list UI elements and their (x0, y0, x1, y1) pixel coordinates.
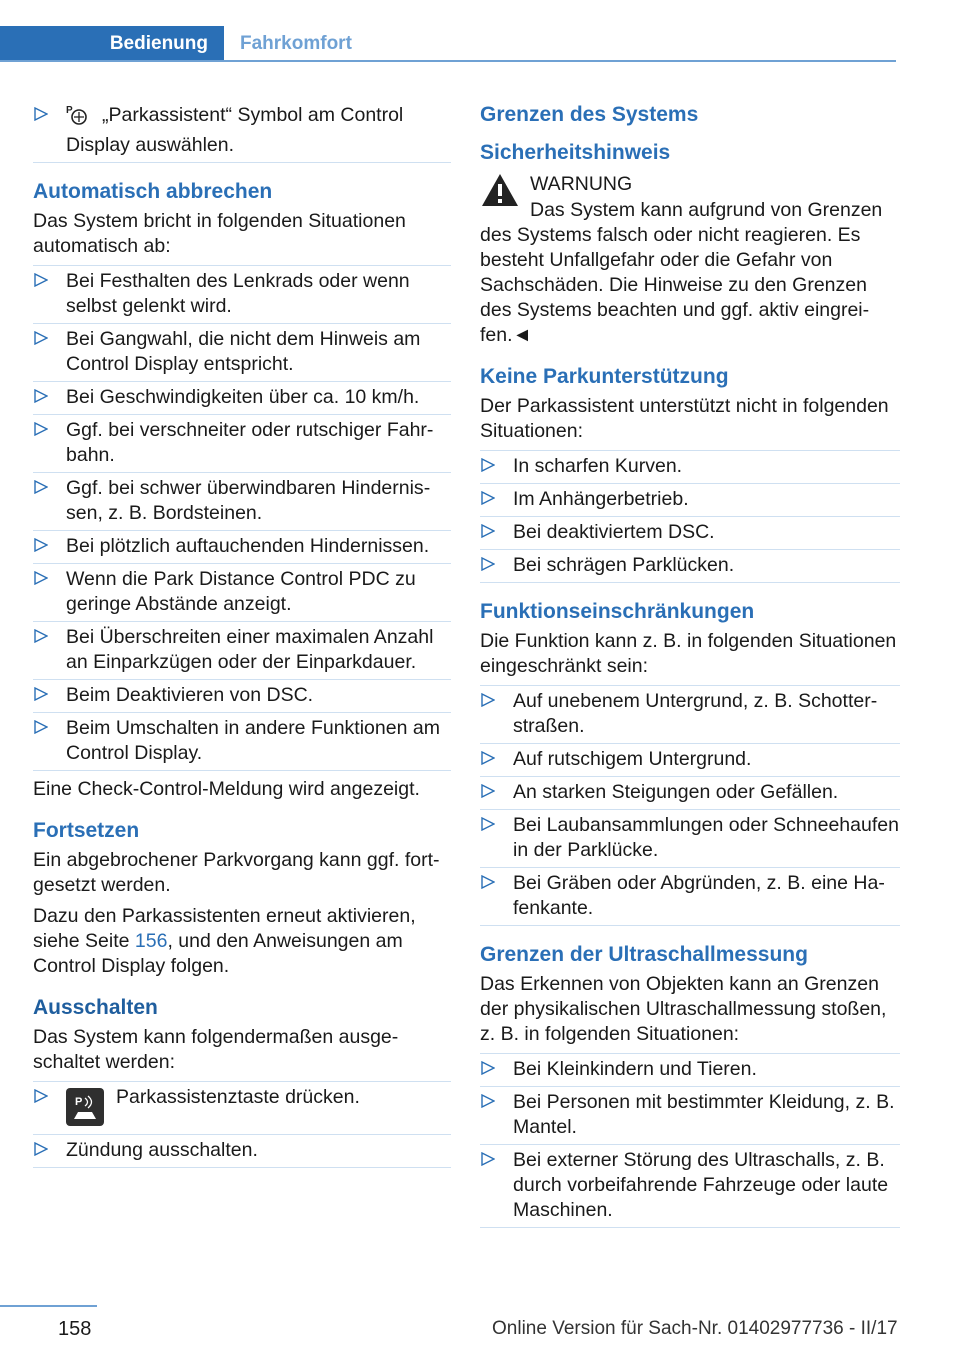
parkunterstuetzung-list (480, 450, 900, 583)
ausschalten-list (33, 1081, 451, 1168)
triangle-bullet-icon (481, 875, 495, 889)
paragraph: Das System bricht in folgenden Situationen automatisch ab: (33, 210, 406, 257)
triangle-bullet-icon (481, 1152, 495, 1166)
triangle-bullet-icon (34, 422, 48, 436)
header-divider (0, 60, 896, 62)
paragraph: Ein abgebrochener Parkvorgang kann ggf. fortgesetzt werden. (33, 849, 440, 896)
section-title-ultraschallmessung: Grenzen der Ultraschallmessung (480, 943, 808, 966)
triangle-bullet-icon (481, 458, 495, 472)
einschraenkungen-list (480, 685, 900, 926)
list-item: In scharfen Kurven. (480, 450, 900, 484)
list-item: Bei deaktiviertem DSC. (480, 517, 900, 550)
page-section-title: Grenzen des Systems (480, 103, 699, 126)
right-column (480, 100, 900, 1228)
footer-online-version: Online Version für Sach-Nr. 01402977736 - II/17 (492, 1318, 898, 1339)
list-item: Bei Überschreiten einer maximalen Anzahl an Einparkzügen oder der Einparkdauer. (33, 622, 451, 680)
svg-text:P: P (66, 105, 73, 116)
triangle-bullet-icon (481, 524, 495, 538)
triangle-bullet-icon (481, 557, 495, 571)
list-item: An starken Steigungen oder Gefällen. (480, 777, 900, 810)
intro-list (33, 100, 451, 163)
triangle-bullet-icon (481, 1061, 495, 1075)
list-item: Bei Laubansammlungen oder Schneehaufen in der Parklücke. (480, 810, 900, 868)
triangle-bullet-icon (34, 1089, 48, 1103)
list-item: Auf unebenem Untergrund, z. B. Schotterstraßen. (480, 685, 900, 744)
list-item: Bei Gräben oder Abgründen, z. B. eine Hafenkante. (480, 868, 900, 926)
list-item: Beim Deaktivieren von DSC. (33, 680, 451, 713)
list-item: P Parkassistenztaste drücken. (33, 1081, 451, 1135)
triangle-bullet-icon (481, 491, 495, 505)
triangle-bullet-icon (34, 571, 48, 585)
triangle-bullet-icon (481, 751, 495, 765)
paragraph: Die Funktion kann z. B. in folgenden Situationen eingeschränkt sein: (480, 630, 897, 677)
footer-divider (0, 1305, 97, 1307)
section-title-abbrechen: Automatisch abbrechen (33, 180, 273, 203)
park-assistant-icon (66, 104, 88, 133)
warning-triangle-icon (480, 172, 520, 213)
triangle-bullet-icon (34, 107, 48, 121)
paragraph: Dazu den Parkassistenten erneut aktivieren, siehe Seite 156, und den Anweisungen am Control Display folgen. (33, 905, 416, 977)
paragraph: Das System kann folgendermaßen ausgeschaltet werden: (33, 1026, 399, 1073)
section-title-fortsetzen: Fortsetzen (33, 819, 140, 842)
list-item: Bei Kleinkindern und Tieren. (480, 1053, 900, 1087)
warning-block (480, 170, 900, 198)
paragraph: Das Erkennen von Objekten kann an Grenzen der physikalischen Ultraschallmessung stoßen, z. B. in folgenden Situationen: (480, 973, 887, 1045)
list-item: P „Parkassistent“ Symbol am Control Display auswählen. (33, 100, 451, 163)
ultraschall-list (480, 1053, 900, 1228)
section-title-ausschalten: Ausschalten (33, 996, 158, 1019)
page-link[interactable]: 156 (134, 930, 168, 952)
list-item: Bei externer Störung des Ultraschalls, z. B. durch vorbeifahrende Fahrzeuge oder laute Maschinen. (480, 1145, 900, 1228)
triangle-bullet-icon (481, 817, 495, 831)
triangle-bullet-icon (34, 389, 48, 403)
tab-bedienung[interactable]: Bedienung (0, 26, 224, 62)
warning-label: WARNUNG (530, 173, 633, 195)
park-assist-button-icon (66, 1088, 104, 1126)
triangle-bullet-icon (34, 538, 48, 552)
list-item: Bei Geschwindigkeiten über ca. 10 km/h. (33, 382, 451, 415)
header-tabs (0, 0, 960, 62)
tab-fahrkomfort[interactable]: Fahrkomfort (240, 33, 352, 54)
svg-text:P: P (75, 1096, 83, 1108)
list-item: Bei schrägen Parklücken. (480, 550, 900, 583)
list-item: Ggf. bei verschneiter oder rutschiger Fahrbahn. (33, 415, 451, 473)
list-item: Bei plötzlich auftauchenden Hindernissen. (33, 531, 451, 564)
section-title-funktionseinschraenkungen: Funktionseinschränkungen (480, 600, 755, 623)
list-item: Beim Umschalten in andere Funktionen am Control Display. (33, 713, 451, 771)
page-number: 158 (58, 1318, 92, 1340)
list-item: Auf rutschigem Untergrund. (480, 744, 900, 777)
abbrechen-list (33, 265, 451, 771)
list-item: Ggf. bei schwer überwindbaren Hindernissen, z. B. Bordsteinen. (33, 473, 451, 531)
list-item: Wenn die Park Distance Control PDC zu geringe Abstände anzeigt. (33, 564, 451, 622)
triangle-bullet-icon (34, 480, 48, 494)
triangle-bullet-icon (481, 784, 495, 798)
section-title-sicherheitshinweis: Sicherheitshinweis (480, 141, 671, 164)
list-item: Zündung ausschalten. (33, 1135, 451, 1168)
triangle-bullet-icon (34, 1142, 48, 1156)
triangle-bullet-icon (34, 629, 48, 643)
paragraph: Eine Check-Control-Meldung wird angezeigt. (33, 778, 420, 800)
triangle-bullet-icon (481, 1094, 495, 1108)
triangle-bullet-icon (481, 693, 495, 707)
list-item: Bei Festhalten des Lenkrads oder wenn selbst gelenkt wird. (33, 265, 451, 324)
section-title-keine-parkunterstuetzung: Keine Parkunterstützung (480, 365, 729, 388)
triangle-bullet-icon (34, 273, 48, 287)
paragraph: Der Parkassistent unterstützt nicht in folgenden Situationen: (480, 395, 889, 442)
triangle-bullet-icon (34, 331, 48, 345)
triangle-bullet-icon (34, 720, 48, 734)
list-item: Im Anhängerbetrieb. (480, 484, 900, 517)
left-column (33, 100, 451, 1168)
warning-text: Das System kann aufgrund von Grenzen des Systems falsch oder nicht reagieren. Es besteht Unfallgefahr oder die Gefahr von Sachschäden. Die Hinweise zu den Grenzen des Systems beachten und ggf. aktiv eingreifen.◄ (480, 199, 883, 346)
list-item: Bei Gangwahl, die nicht dem Hinweis am Control Display entspricht. (33, 324, 451, 382)
list-item: Bei Personen mit bestimmter Kleidung, z. B. Mantel. (480, 1087, 900, 1145)
triangle-bullet-icon (34, 687, 48, 701)
